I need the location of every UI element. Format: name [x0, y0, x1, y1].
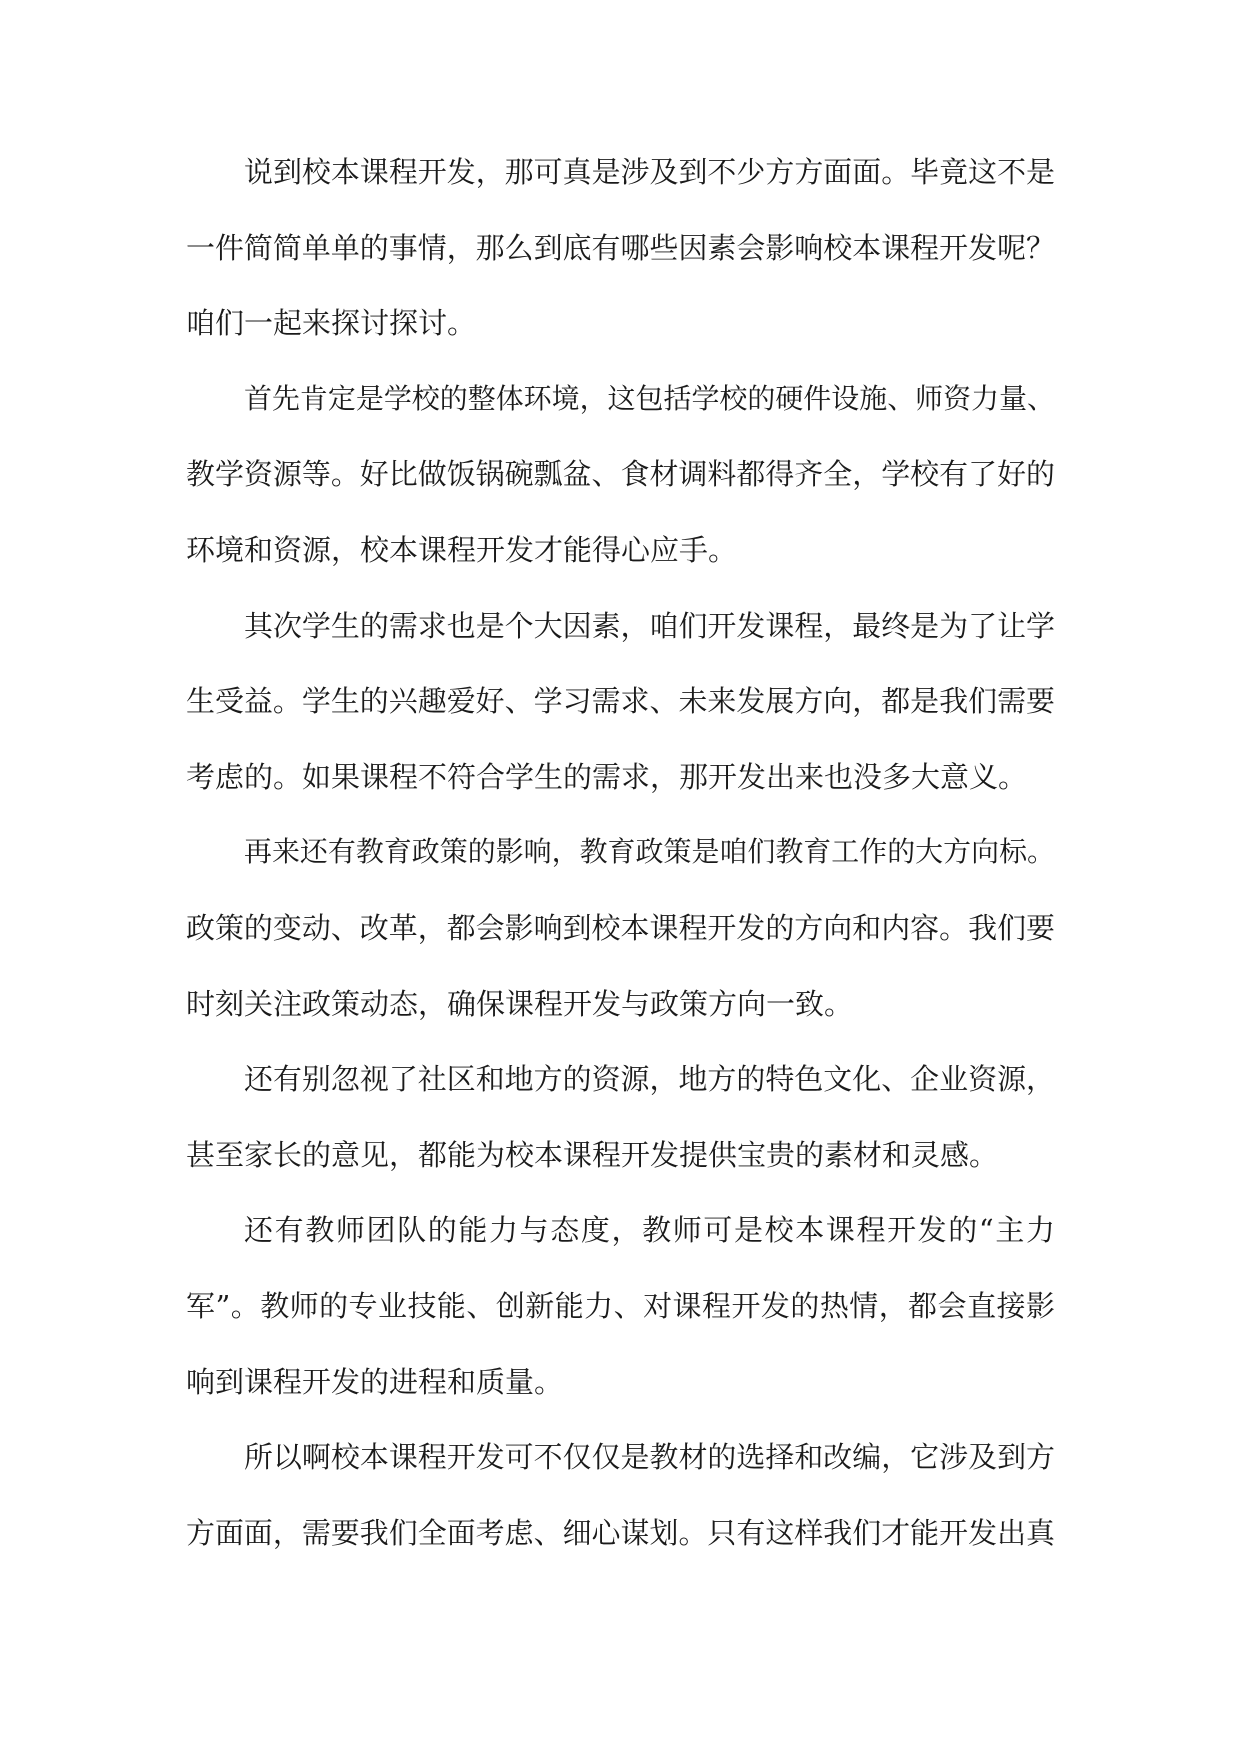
paragraph-2 [186, 369, 1055, 596]
text-line: 考虑的。如果课程不符合学生的需求，那开发出来也没多大意义。 [186, 759, 1028, 794]
paragraph-1 [186, 142, 1055, 369]
text-line: 政策的变动、改革，都会影响到校本课程开发的方向和内容。我们要 [186, 910, 1055, 945]
text-line: 首先肯定是学校的整体环境，这包括学校的硬件设施、师资力量、 [244, 381, 1055, 415]
text-line: 教学资源等。好比做饭锅碗瓢盆、食材调料都得齐全，学校有了好的 [186, 457, 1055, 492]
text-line: 方面面，需要我们全面考虑、细心谋划。只有这样我们才能开发出真 [186, 1515, 1055, 1550]
paragraph-4 [186, 822, 1055, 1049]
text-line: 再来还有教育政策的影响，教育政策是咱们教育工作的大方向标。 [244, 835, 1055, 869]
document-body [186, 142, 1055, 1578]
text-line: 说到校本课程开发，那可真是涉及到不少方方面面。毕竟这不是 [244, 155, 1055, 189]
text-line: 还有教师团队的能力与态度，教师可是校本课程开发的“主力 [244, 1213, 1055, 1248]
text-line: 其次学生的需求也是个大因素，咱们开发课程，最终是为了让学 [244, 608, 1055, 643]
text-line: 响到课程开发的进程和质量。 [186, 1364, 564, 1399]
text-line: 一件简简单单的事情，那么到底有哪些因素会影响校本课程开发呢？ [186, 230, 1055, 265]
text-line: 甚至家长的意见，都能为校本课程开发提供宝贵的素材和灵感。 [186, 1137, 999, 1172]
text-line: 还有别忽视了社区和地方的资源，地方的特色文化、企业资源， [244, 1062, 1055, 1097]
text-line: 环境和资源，校本课程开发才能得心应手。 [186, 532, 738, 567]
paragraph-3 [186, 596, 1055, 823]
text-line: 生受益。学生的兴趣爱好、学习需求、未来发展方向，都是我们需要 [186, 684, 1055, 719]
paragraph-5 [186, 1049, 1055, 1200]
text-line: 所以啊校本课程开发可不仅仅是教材的选择和改编，它涉及到方 [244, 1440, 1055, 1475]
text-line: 时刻关注政策动态，确保课程开发与政策方向一致。 [186, 986, 854, 1021]
paragraph-7 [186, 1427, 1055, 1578]
text-line: 军”。教师的专业技能、创新能力、对课程开发的热情，都会直接影 [186, 1288, 1055, 1323]
text-line: 咱们一起来探讨探讨。 [186, 306, 477, 341]
paragraph-6 [186, 1200, 1055, 1427]
